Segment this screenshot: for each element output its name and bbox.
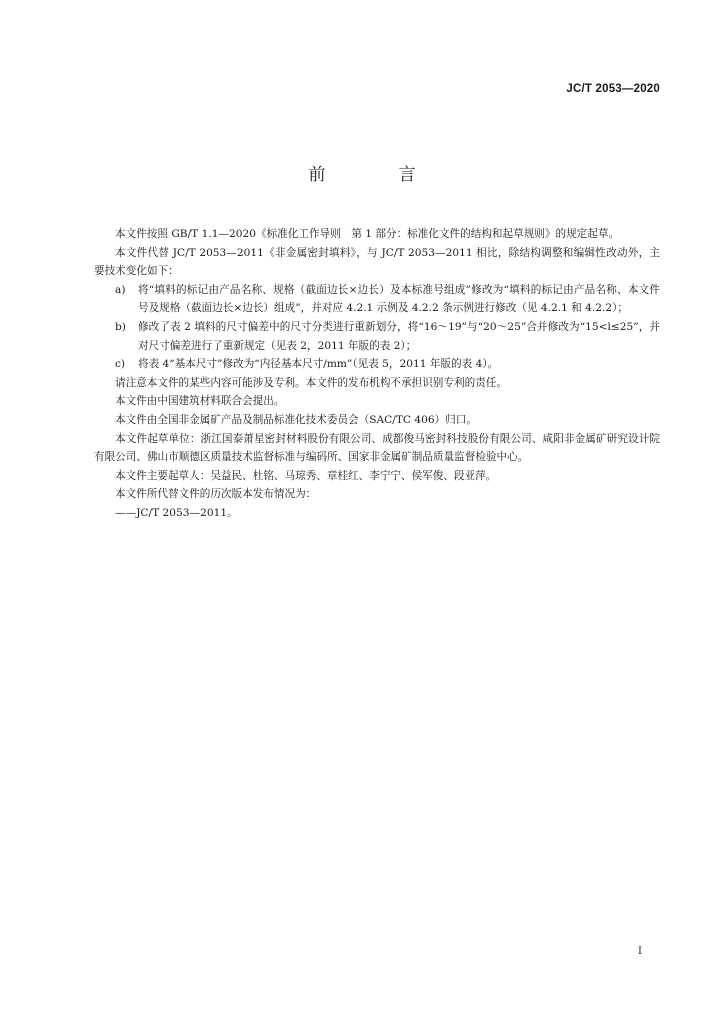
paragraph-drafting-organizations: 本文件起草单位：浙江国泰萧星密封材料股份有限公司、成都俊马密封科技股份有限公司、咸阳非金属矿研究设计院有限公司、佛山市顺德区质量技术监督标准与编码所、国家非金属矿制品质量监督检验中心。 bbox=[94, 432, 660, 464]
list-item-mark: c) bbox=[115, 358, 126, 371]
standard-code: JC/T 2053—2020 bbox=[566, 83, 660, 95]
paragraph-history-item: ——JC/T 2053—2011。 bbox=[115, 506, 238, 519]
paragraph-history-intro: 本文件所代替文件的历次版本发布情况为： bbox=[115, 488, 317, 501]
list-item-mark: b) bbox=[115, 320, 126, 333]
page-title: 前 言 bbox=[308, 165, 444, 185]
list-item-text: 修改了表 2 填料的尺寸偏差中的尺寸分类进行重新划分，将“16～19”与“20～25”合并修改为“15<l≤25”，并对尺寸偏差进行了重新规定（见表 2，2011 年版的表 2）； bbox=[138, 320, 660, 352]
paragraph-patent-notice: 请注意本文件的某些内容可能涉及专利。本文件的发布机构不承担识别专利的责任。 bbox=[115, 376, 507, 389]
page-number: I bbox=[638, 946, 642, 957]
paragraph-proposer: 本文件由中国建筑材料联合会提出。 bbox=[115, 395, 285, 408]
list-item-text: 将“填料的标记由产品名称、规格（截面边长×边长）及本标准号组成”修改为“填料的标记由产品名称、本文件号及规格（截面边长×边长）组成”，并对应 4.2.1 示例及 4.2.2 条示例进行修改（见 4.2.1 和 4.2.2）； bbox=[138, 283, 660, 315]
list-item-mark: a) bbox=[115, 283, 126, 296]
list-item bbox=[94, 318, 660, 355]
paragraph-drafters: 本文件主要起草人：吴益民、杜铭、马琼秀、章桂红、李宁宁、侯军俊、段亚萍。 bbox=[115, 469, 497, 482]
foreword-body bbox=[94, 225, 660, 523]
paragraph-technical-committee: 本文件由全国非金属矿产品及制品标准化技术委员会（SAC/TC 406）归口。 bbox=[115, 413, 477, 426]
list-item bbox=[94, 355, 660, 374]
list-item-text: 将表 4“基本尺寸”修改为“内径基本尺寸/mm”（见表 5，2011 年版的表 4）。 bbox=[138, 358, 499, 371]
paragraph-replacement: 本文件代替 JC/T 2053—2011《非金属密封填料》，与 JC/T 2053—2011 相比，除结构调整和编辑性改动外，主要技术变化如下： bbox=[94, 246, 660, 278]
paragraph-drafting-rules: 本文件按照 GB/T 1.1—2020《标准化工作导则 第 1 部分：标准化文件的结构和起草规则》的规定起草。 bbox=[115, 228, 620, 240]
list-item bbox=[94, 281, 660, 318]
